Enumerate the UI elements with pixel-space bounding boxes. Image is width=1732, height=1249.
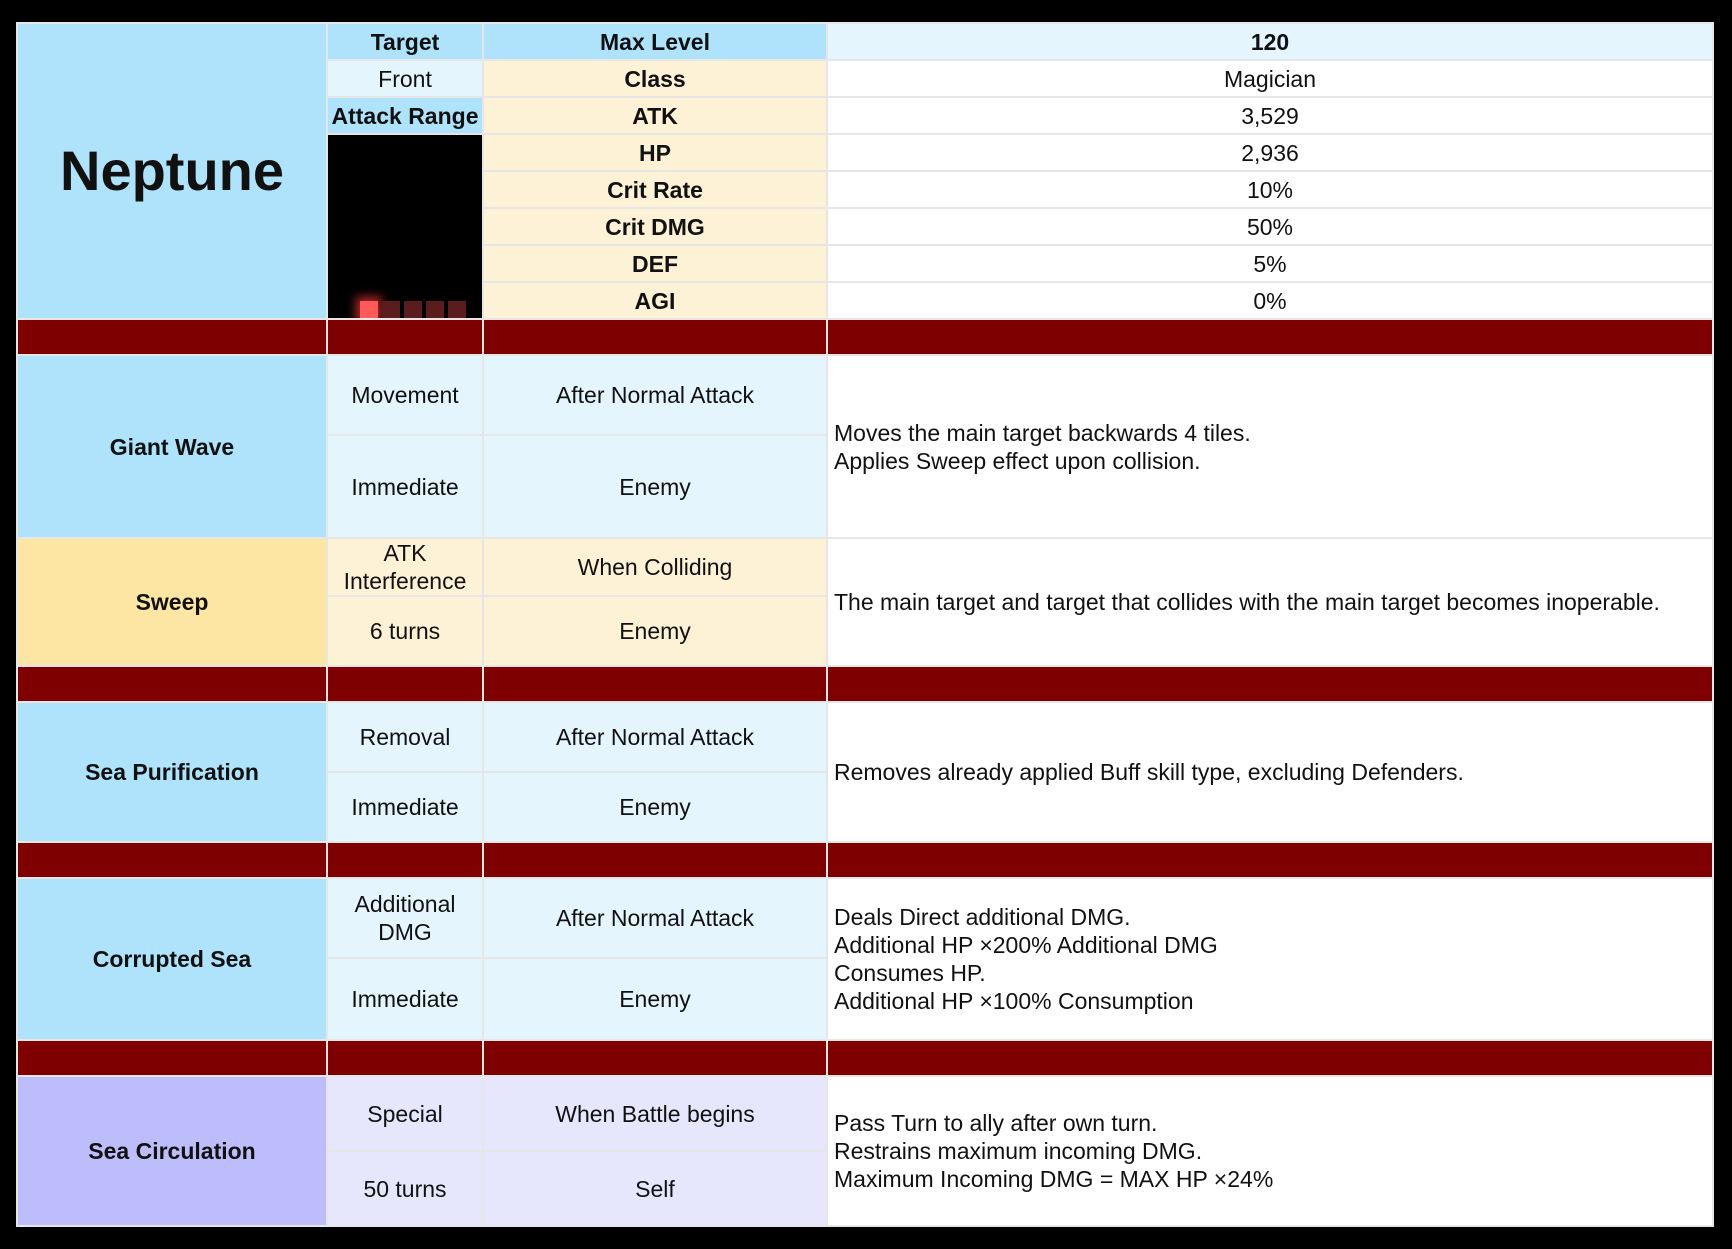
skill-duration: 50 turns	[327, 1151, 483, 1226]
range-main-tile	[360, 301, 378, 319]
separator-row	[17, 666, 1713, 702]
skill-description: The main target and target that collides with the main target becomes inoperable.	[827, 538, 1713, 666]
character-sheet	[16, 22, 1714, 1227]
separator-row	[17, 842, 1713, 878]
attack-range-label: Attack Range	[327, 97, 483, 134]
hp-label: HP	[483, 134, 827, 171]
skill-trigger: When Colliding	[483, 538, 827, 596]
target-value: Front	[327, 60, 483, 97]
skill-description: Pass Turn to ally after own turn. Restrains maximum incoming DMG. Maximum Incoming DMG = MAX HP ×24%	[827, 1076, 1713, 1226]
skill-duration: 6 turns	[327, 596, 483, 666]
range-tile	[448, 301, 466, 319]
skill-type: Special	[327, 1076, 483, 1151]
target-label: Target	[327, 23, 483, 60]
max-level-value: 120	[827, 23, 1713, 60]
skill-trigger: After Normal Attack	[483, 355, 827, 435]
skill-type: Removal	[327, 702, 483, 772]
skill-target: Self	[483, 1151, 827, 1226]
range-tile	[382, 301, 400, 319]
range-tile	[404, 301, 422, 319]
def-value: 5%	[827, 245, 1713, 282]
crit-dmg-label: Crit DMG	[483, 208, 827, 245]
skill-name-giant-wave: Giant Wave	[17, 355, 327, 538]
skill-name-corrupted-sea: Corrupted Sea	[17, 878, 327, 1040]
agi-value: 0%	[827, 282, 1713, 319]
range-tile	[426, 301, 444, 319]
skill-target: Enemy	[483, 596, 827, 666]
skill-type: Additional DMG	[327, 878, 483, 958]
skill-description: Removes already applied Buff skill type, excluding Defenders.	[827, 702, 1713, 842]
skill-target: Enemy	[483, 958, 827, 1040]
attack-range-tiles	[360, 301, 466, 319]
skill-trigger: After Normal Attack	[483, 702, 827, 772]
separator-row	[17, 1040, 1713, 1076]
skill-type: Movement	[327, 355, 483, 435]
skill-duration: Immediate	[327, 435, 483, 538]
separator-row	[17, 319, 1713, 355]
crit-rate-value: 10%	[827, 171, 1713, 208]
skill-trigger: After Normal Attack	[483, 878, 827, 958]
class-value: Magician	[827, 60, 1713, 97]
character-name: Neptune	[17, 23, 327, 319]
skill-name-sea-purification: Sea Purification	[17, 702, 327, 842]
crit-dmg-value: 50%	[827, 208, 1713, 245]
atk-value: 3,529	[827, 97, 1713, 134]
skill-target: Enemy	[483, 435, 827, 538]
atk-label: ATK	[483, 97, 827, 134]
skill-target: Enemy	[483, 772, 827, 842]
skill-description: Deals Direct additional DMG. Additional HP ×200% Additional DMG Consumes HP. Additional HP ×100% Consumption	[827, 878, 1713, 1040]
skill-name-sweep: Sweep	[17, 538, 327, 666]
skill-description: Moves the main target backwards 4 tiles. Applies Sweep effect upon collision.	[827, 355, 1713, 538]
crit-rate-label: Crit Rate	[483, 171, 827, 208]
skill-trigger: When Battle begins	[483, 1076, 827, 1151]
skill-type: ATK Interference	[327, 538, 483, 596]
class-label: Class	[483, 60, 827, 97]
skill-duration: Immediate	[327, 958, 483, 1040]
skill-name-sea-circulation: Sea Circulation	[17, 1076, 327, 1226]
def-label: DEF	[483, 245, 827, 282]
attack-range-image	[327, 134, 483, 319]
skill-duration: Immediate	[327, 772, 483, 842]
max-level-label: Max Level	[483, 23, 827, 60]
hp-value: 2,936	[827, 134, 1713, 171]
agi-label: AGI	[483, 282, 827, 319]
